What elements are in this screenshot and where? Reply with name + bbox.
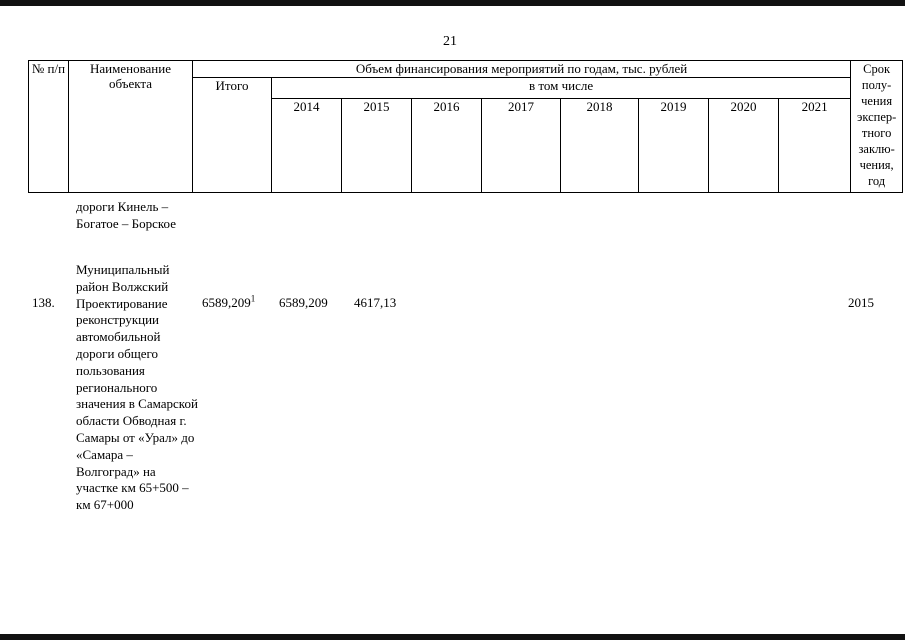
total-amount: 6589,209: [202, 295, 251, 310]
value-2014: 6589,209: [279, 295, 328, 310]
page-number: 21: [443, 34, 457, 49]
year-header-2021: 2021: [779, 99, 851, 193]
row-number: 138.: [32, 295, 55, 310]
year-header-2015: 2015: [342, 99, 412, 193]
column-header-term: Срок полу-чения экспер-тного заклю-чения, год: [851, 61, 903, 193]
object-name: Муниципальный район Волжский Проектирование реконструкции автомобильной дороги общего пользования регионального значения в Самарской области Обводная г. Самары от «Урал» до «Самара – Волгоград» на участке км 65+500 – км 67+000: [76, 262, 198, 513]
column-header-including: в том числе: [272, 78, 851, 99]
header-table: [28, 60, 903, 193]
column-header-total: Итого: [193, 78, 272, 193]
scan-top-border: [0, 0, 905, 6]
value-2015: 4617,13: [354, 295, 397, 310]
footnote-marker: 1: [250, 293, 256, 304]
year-header-2014: 2014: [272, 99, 342, 193]
year-header-2019: 2019: [639, 99, 709, 193]
year-header-2018: 2018: [561, 99, 639, 193]
term-value: 2015: [848, 295, 874, 310]
column-header-funding: Объем финансирования мероприятий по годам, тыс. рублей: [193, 61, 851, 78]
total-value: [202, 295, 255, 312]
year-header-2017: 2017: [482, 99, 561, 193]
scan-bottom-border: [0, 634, 905, 640]
year-header-2016: 2016: [412, 99, 482, 193]
year-header-2020: 2020: [709, 99, 779, 193]
continued-object-name: дороги Кинель – Богатое – Борское: [76, 199, 176, 231]
column-header-name: Наименование объекта: [69, 61, 193, 193]
column-header-number: № п/п: [29, 61, 69, 193]
